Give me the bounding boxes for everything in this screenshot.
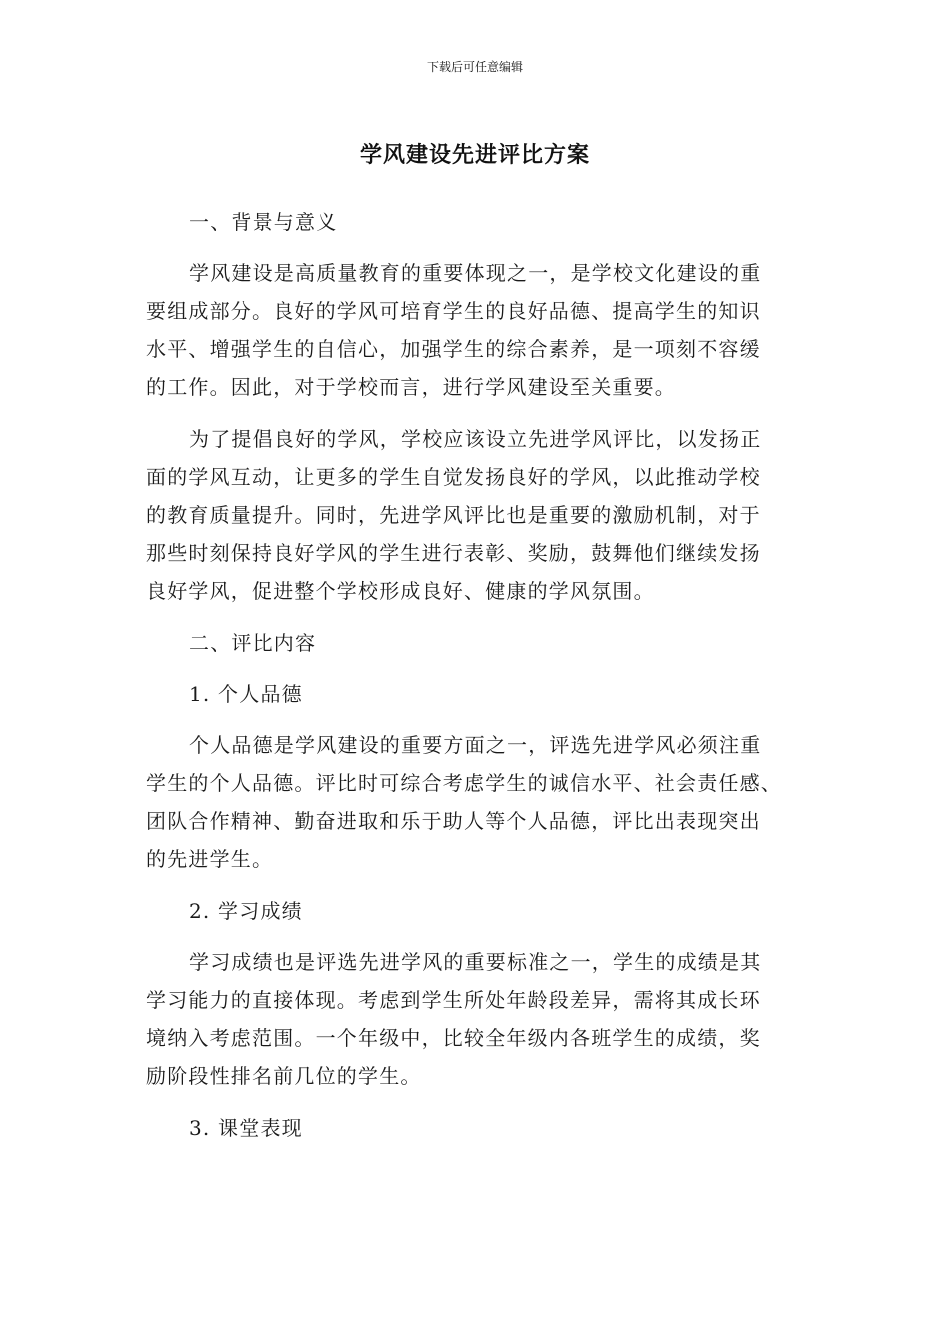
paragraph-line: 团队合作精神、勤奋进取和乐于助人等个人品德，评比出表现突出 [146, 809, 761, 833]
paragraph-line: 学生的个人品德。评比时可综合考虑学生的诚信水平、社会责任感、 [146, 771, 782, 795]
section-heading-content [146, 624, 796, 662]
paragraph-line: 要组成部分。良好的学风可培育学生的良好品德、提高学生的知识 [146, 299, 761, 323]
heading-line: 一、背景与意义 [189, 210, 338, 234]
paragraph-line: 的教育质量提升。同时，先进学风评比也是重要的激励机制，对于 [146, 503, 761, 527]
paragraph-line: 学风建设是高质量教育的重要体现之一，是学校文化建设的重 [189, 261, 762, 285]
paragraph-line: 学习成绩也是评选先进学风的重要标准之一，学生的成绩是其 [189, 950, 762, 974]
heading-line: 3. 课堂表现 [189, 1116, 303, 1140]
subheading-classroom-performance [146, 1109, 796, 1147]
document-body [146, 203, 796, 1160]
paragraph-academic-performance [146, 943, 796, 1095]
paragraph-line: 的先进学生。 [146, 847, 274, 871]
paragraph-line: 励阶段性排名前几位的学生。 [146, 1064, 422, 1088]
paragraph-line: 那些时刻保持良好学风的学生进行表彰、奖励，鼓舞他们继续发扬 [146, 541, 761, 565]
heading-line: 2. 学习成绩 [189, 899, 303, 923]
heading-line: 1. 个人品德 [189, 682, 303, 706]
paragraph-background-2 [146, 420, 796, 610]
subheading-academic-performance [146, 892, 796, 930]
paragraph-line: 为了提倡良好的学风，学校应该设立先进学风评比，以发扬正 [189, 427, 762, 451]
heading-line: 二、评比内容 [189, 631, 317, 655]
document-title: 学风建设先进评比方案 [359, 143, 590, 168]
paragraph-line: 水平、增强学生的自信心，加强学生的综合素养，是一项刻不容缓 [146, 337, 761, 361]
paragraph-line: 良好学风，促进整个学校形成良好、健康的学风氛围。 [146, 579, 655, 603]
header-note: 下载后可任意编辑 [426, 60, 523, 74]
paragraph-line: 个人品德是学风建设的重要方面之一，评选先进学风必须注重 [189, 733, 762, 757]
section-heading-background [146, 203, 796, 241]
paragraph-line: 面的学风互动，让更多的学生自觉发扬良好的学风，以此推动学校 [146, 465, 761, 489]
paragraph-line: 境纳入考虑范围。一个年级中，比较全年级内各班学生的成绩，奖 [146, 1026, 761, 1050]
paragraph-background-1 [146, 254, 796, 406]
paragraph-personal-morality [146, 726, 796, 878]
subheading-personal-morality [146, 675, 796, 713]
paragraph-line: 学习能力的直接体现。考虑到学生所处年龄段差异，需将其成长环 [146, 988, 761, 1012]
paragraph-line: 的工作。因此，对于学校而言，进行学风建设至关重要。 [146, 375, 676, 399]
